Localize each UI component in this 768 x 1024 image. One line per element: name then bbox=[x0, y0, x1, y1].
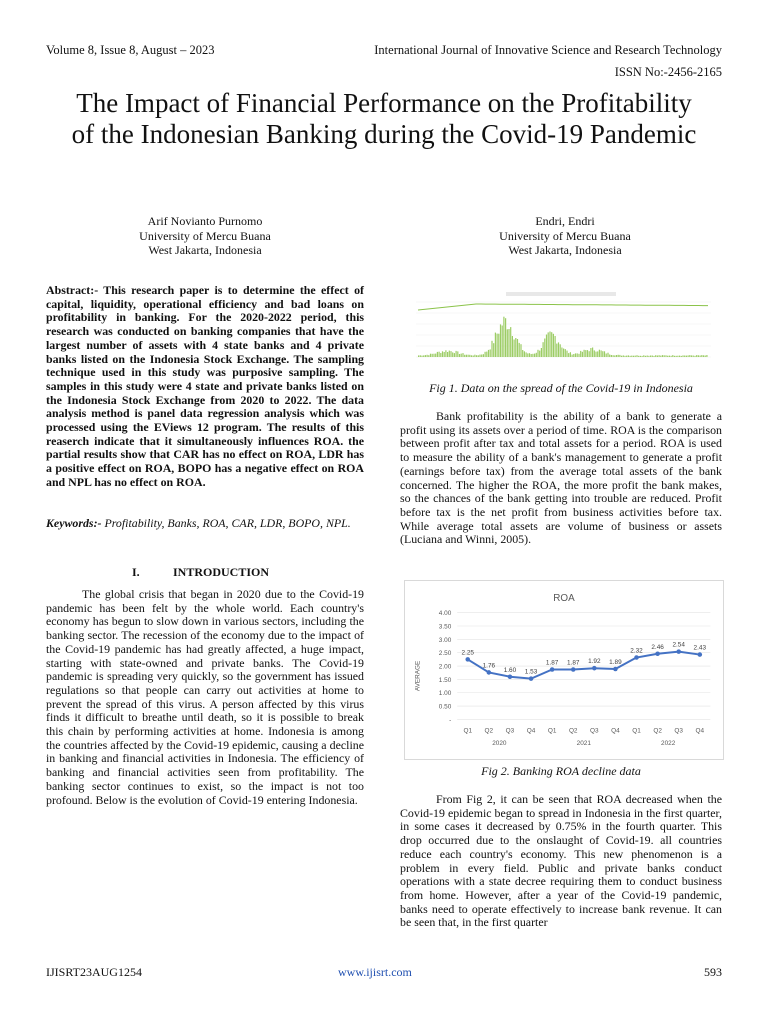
fig1-bar bbox=[560, 344, 561, 357]
fig1-bar bbox=[532, 354, 533, 357]
fig1-bar bbox=[462, 353, 463, 357]
fig1-bar bbox=[556, 344, 557, 357]
fig1-bar bbox=[444, 352, 445, 357]
fig1-bar bbox=[497, 334, 498, 357]
fig1-bar bbox=[638, 356, 639, 357]
fig1-bar bbox=[452, 352, 453, 357]
fig1-bar bbox=[640, 356, 641, 357]
fig1-bar bbox=[543, 342, 544, 357]
roa-data-label: 2.32 bbox=[630, 647, 643, 655]
roa-point bbox=[655, 651, 660, 656]
article-code: IJISRT23AUG1254 bbox=[46, 965, 142, 979]
fig1-bar bbox=[534, 354, 535, 357]
roa-data-label: 2.54 bbox=[672, 641, 685, 649]
fig1-bar bbox=[674, 356, 675, 357]
fig1-bar bbox=[479, 355, 480, 357]
fig1-bar bbox=[575, 353, 576, 357]
roa-data-label: 1.76 bbox=[482, 662, 496, 670]
fig1-bar bbox=[561, 348, 562, 358]
roa-discussion bbox=[400, 793, 722, 930]
profitability-paragraph: Bank profitability is the ability of a bank to generate a profit using its assets over a period of time. ROA is the comparison between profit after tax and total assets for a period. ROA is used to measure the ability of a bank's management to generate a profit (earnings before tax) from the average total assets of the bank concerned. The higher the ROA, the more profit the bank makes, so the chances of the bank getting into trouble are reduced. Profit before tax is the net profit from business activities before tax. While average total assets are volume of business or assets (Luciana and Winni, 2005). bbox=[400, 409, 722, 547]
fig1-bar bbox=[609, 355, 610, 358]
fig1-bar bbox=[491, 341, 492, 357]
roa-year-groups bbox=[492, 740, 675, 747]
fig1-bar bbox=[577, 353, 578, 357]
roa-data-labels bbox=[462, 642, 707, 676]
fig1-bar bbox=[701, 355, 702, 357]
fig1-bar bbox=[585, 350, 586, 357]
author-affiliation: University of Mercu Buana bbox=[139, 228, 271, 243]
fig1-bar bbox=[643, 355, 644, 357]
roa-data-label: 1.87 bbox=[545, 659, 559, 667]
fig1-bar bbox=[589, 351, 590, 357]
year-group-label: 2022 bbox=[661, 740, 676, 748]
fig1-bar bbox=[676, 356, 677, 357]
x-tick-label: Q2 bbox=[653, 727, 662, 735]
fig1-bar bbox=[510, 327, 511, 357]
fig1-bar bbox=[691, 355, 692, 357]
fig1-bar bbox=[505, 318, 506, 357]
fig1-bar bbox=[647, 356, 648, 358]
roa-gridlines bbox=[457, 613, 710, 720]
fig1-bar bbox=[464, 355, 465, 357]
fig1-bar bbox=[553, 334, 554, 357]
roa-data-label: 1.60 bbox=[503, 666, 517, 674]
fig1-bar bbox=[606, 354, 607, 358]
roa-data-label: 1.87 bbox=[566, 659, 580, 667]
fig1-bar bbox=[584, 350, 585, 357]
fig1-bar bbox=[522, 350, 523, 357]
fig1-bar bbox=[498, 334, 499, 357]
roa-points bbox=[465, 649, 702, 681]
fig1-bar bbox=[517, 339, 518, 357]
fig1-bar bbox=[488, 350, 489, 357]
fig1-bar bbox=[662, 355, 663, 357]
fig1-bar bbox=[555, 336, 556, 357]
fig1-bar bbox=[427, 355, 428, 357]
fig1-bar bbox=[549, 332, 550, 358]
fig1-bar bbox=[636, 355, 637, 357]
roa-series-line bbox=[468, 652, 700, 679]
roa-x-ticks bbox=[463, 727, 704, 734]
fig1-bar bbox=[652, 356, 653, 358]
fig1-bar bbox=[466, 355, 467, 357]
roa-chart bbox=[404, 580, 724, 760]
fig1-bar bbox=[450, 351, 451, 357]
fig1-bar bbox=[527, 353, 528, 357]
paper-title: The Impact of Financial Performance on the Profitability of the Indonesian Banking during the Covid-19 Pandemic bbox=[71, 88, 697, 149]
fig1-bar bbox=[468, 355, 469, 357]
fig1-bar bbox=[520, 344, 521, 357]
fig1-bar bbox=[597, 351, 598, 357]
roa-point bbox=[571, 667, 576, 672]
fig1-bar bbox=[461, 354, 462, 357]
fig1-bar bbox=[660, 356, 661, 357]
roa-point bbox=[634, 655, 639, 660]
roa-point bbox=[613, 667, 618, 672]
fig1-bar bbox=[519, 343, 520, 357]
author-block-1 bbox=[80, 214, 330, 258]
fig1-bar bbox=[590, 348, 591, 357]
fig1-bar bbox=[551, 332, 552, 357]
fig1-bar bbox=[693, 356, 694, 358]
y-tick-label: 3.00 bbox=[438, 636, 452, 644]
fig1-bar bbox=[657, 356, 658, 358]
fig1-bar bbox=[425, 355, 426, 357]
y-tick-label: 0.50 bbox=[438, 703, 452, 711]
keywords bbox=[46, 517, 364, 531]
x-tick-label: Q3 bbox=[505, 727, 515, 735]
fig1-bar bbox=[514, 340, 515, 358]
fig1-bar bbox=[706, 355, 707, 357]
fig1-bar bbox=[493, 343, 494, 357]
author-location: West Jakarta, Indonesia bbox=[508, 243, 622, 257]
section-number: I. bbox=[132, 565, 140, 579]
y-tick-label: 1.00 bbox=[438, 690, 452, 698]
fig1-bar bbox=[526, 352, 527, 357]
fig1-bar bbox=[616, 355, 617, 357]
x-tick-label: Q4 bbox=[695, 727, 705, 735]
roa-point bbox=[465, 657, 470, 662]
fig1-bar bbox=[459, 354, 460, 357]
fig1-bar bbox=[449, 351, 450, 357]
fig1-bar bbox=[445, 350, 446, 357]
year-group-label: 2020 bbox=[492, 740, 507, 748]
fig1-bar bbox=[614, 355, 615, 357]
roa-point bbox=[529, 676, 534, 681]
fig1-bar bbox=[626, 356, 627, 357]
fig1-bar bbox=[546, 335, 547, 358]
fig1-bar bbox=[650, 356, 651, 358]
fig1-bar bbox=[418, 355, 419, 357]
fig1-bar bbox=[500, 324, 501, 357]
fig1-bar bbox=[587, 350, 588, 357]
y-tick-label: 1.50 bbox=[438, 676, 452, 684]
roa-point bbox=[550, 667, 555, 672]
fig1-bar bbox=[578, 354, 579, 357]
x-tick-label: Q1 bbox=[463, 727, 473, 735]
x-tick-label: Q3 bbox=[590, 727, 599, 735]
fig1-bar bbox=[624, 356, 625, 357]
fig1-bar bbox=[558, 342, 559, 357]
fig1-bar bbox=[437, 352, 438, 357]
fig1-bar bbox=[440, 353, 441, 357]
fig1-bar bbox=[664, 355, 665, 357]
fig1-bar bbox=[541, 348, 542, 357]
fig1-bar bbox=[594, 350, 595, 357]
fig1-bar bbox=[684, 356, 685, 358]
y-tick-label: 4.00 bbox=[438, 610, 452, 618]
fig1-bar bbox=[483, 354, 484, 357]
roa-point bbox=[487, 670, 492, 675]
y-tick-label: 2.50 bbox=[438, 650, 452, 658]
fig1-bar bbox=[447, 352, 448, 357]
fig1-bar bbox=[611, 355, 612, 357]
fig1-bar bbox=[486, 352, 487, 357]
fig1-bar bbox=[602, 351, 603, 357]
fig1-bar bbox=[621, 356, 622, 357]
fig1-bar bbox=[508, 329, 509, 357]
fig1-bar bbox=[512, 336, 513, 357]
roa-point bbox=[508, 674, 513, 679]
fig1-bar bbox=[688, 355, 689, 357]
fig1-bar bbox=[595, 352, 596, 357]
y-axis-label: AVERAGE bbox=[414, 660, 422, 692]
fig1-bar bbox=[659, 355, 660, 357]
page-number: 593 bbox=[704, 965, 722, 979]
keywords-text: Profitability, Banks, ROA, CAR, LDR, BOPO, NPL. bbox=[101, 516, 351, 530]
fig1-bar bbox=[633, 356, 634, 357]
fig1-bar bbox=[705, 356, 706, 358]
fig1-bar bbox=[645, 356, 646, 357]
fig1-bar bbox=[457, 351, 458, 357]
fig1-bar bbox=[476, 355, 477, 357]
fig1-bar bbox=[420, 355, 421, 357]
author-name: Endri, Endri bbox=[535, 214, 595, 228]
fig1-bar bbox=[433, 354, 434, 357]
fig1-bar bbox=[630, 356, 631, 357]
fig1-bar bbox=[653, 356, 654, 357]
author-affiliation: University of Mercu Buana bbox=[499, 228, 631, 243]
fig1-bar bbox=[572, 355, 573, 357]
fig1-bar bbox=[432, 354, 433, 357]
year-group-label: 2021 bbox=[576, 740, 591, 748]
fig1-bar bbox=[696, 355, 697, 357]
fig1-bar bbox=[490, 349, 491, 357]
fig1-bar bbox=[471, 355, 472, 357]
fig1-bar bbox=[566, 351, 567, 357]
fig1-bar bbox=[454, 353, 455, 357]
chart-title: ROA bbox=[553, 592, 575, 604]
fig1-bar bbox=[473, 356, 474, 358]
fig1-bar bbox=[568, 353, 569, 357]
fig1-bar bbox=[565, 349, 566, 357]
volume-info: Volume 8, Issue 8, August – 2023 bbox=[46, 43, 215, 57]
fig1-bar bbox=[682, 355, 683, 357]
author-name: Arif Novianto Purnomo bbox=[147, 214, 263, 228]
fig1-bar bbox=[679, 356, 680, 357]
section-title: INTRODUCTION bbox=[173, 565, 270, 579]
fig1-bar bbox=[478, 355, 479, 357]
fig1-bar bbox=[573, 354, 574, 357]
abstract-text: Abstract:- This research paper is to determine the effect of capital, liquidity, operational efficiency and bad loans on profitability in banking. For the 2020-2022 period, this research was conducted on banking companies that have the largest number of assets with 4 state banks and 4 private banks listed on the Indonesia Stock Exchange. The sampling technique used in this study was purposive sampling. The samples in this study were 4 state and private banks listed on the Indonesia Stock Exchange from 2020 to 2022. The data analysis method is panel data regression analysis which was processed using the EViews 12 program. The results of this reaserch indicate that it simultaneously influences ROA. the partial results show that CAR has no effect on ROA, LDR has a positive effect on ROA, BOPO has a negative effect on ROA and NPL has no effect on ROA. bbox=[46, 283, 364, 489]
fig1-bar bbox=[672, 355, 673, 357]
fig2-caption: Fig 2. Banking ROA decline data bbox=[481, 764, 641, 778]
fig1-bar bbox=[435, 354, 436, 357]
intro-paragraph: The global crisis that began in 2020 due to the Covid-19 pandemic has been felt by the whole world. Each country's economy has begun to slow down in various sectors, including the banking sector. The recession of the economy due to the impact of the Covid-19 pandemic has had greatly affected, a huge impact, starting with state-owned and private banks. The Covid-19 pandemic is spreading very quickly, so the government has issued regulations so that people can carry out activities at home to prevent the spread of this virus. A person affected by this virus finds it difficult to breathe until death, so it is possible to break this chain by performing activities at home. Indonesia is among the countries affected by the Covid-19 epidemic, causing a decline in banking and financial activities in Indonesia. The efficiency of banking and financial activities seen from profitability. The banking sector continues to exist, so the impact is not too profound. Below is the evolution of Covid-19 entering Indonesia. bbox=[46, 587, 364, 807]
fig1-caption: Fig 1. Data on the spread of the Covid-19 in Indonesia bbox=[429, 381, 693, 395]
journal-website-link[interactable]: www.ijisrt.com bbox=[338, 965, 412, 979]
roa-data-label: 1.53 bbox=[524, 668, 538, 676]
roa-point bbox=[676, 649, 681, 654]
fig1-bar bbox=[481, 355, 482, 358]
fig1-bar bbox=[601, 350, 602, 357]
journal-name: International Journal of Innovative Science and Research Technology bbox=[374, 43, 722, 57]
fig1-bar bbox=[539, 351, 540, 357]
fig1-bar bbox=[423, 355, 424, 357]
x-tick-label: Q3 bbox=[674, 727, 683, 735]
fig1-bar bbox=[502, 326, 503, 358]
fig1-bar bbox=[570, 352, 571, 357]
fig1-bar bbox=[686, 356, 687, 357]
fig1-bar bbox=[430, 354, 431, 357]
abstract bbox=[46, 284, 364, 490]
fig1-bar bbox=[536, 353, 537, 357]
x-tick-label: Q4 bbox=[611, 727, 620, 735]
covid-spread-figure bbox=[406, 290, 716, 370]
fig1-bar bbox=[665, 355, 666, 357]
fig1-bar bbox=[544, 339, 545, 358]
fig1-bar bbox=[669, 356, 670, 357]
roa-y-ticks bbox=[439, 610, 452, 724]
fig1-bar bbox=[648, 356, 649, 357]
fig1-bar bbox=[604, 351, 605, 357]
fig1-bar bbox=[580, 351, 581, 357]
roa-point bbox=[592, 666, 597, 671]
fig1-bar bbox=[439, 352, 440, 357]
fig1-bar bbox=[628, 355, 629, 357]
fig1-bar bbox=[469, 355, 470, 357]
fig1-bar bbox=[537, 350, 538, 357]
roa-point bbox=[698, 652, 703, 657]
fig1-bar bbox=[592, 348, 593, 358]
y-tick-label: - bbox=[449, 716, 452, 724]
fig1-bar bbox=[529, 353, 530, 357]
fig1-bar bbox=[531, 354, 532, 357]
fig1-bars bbox=[418, 317, 708, 357]
author-block-2 bbox=[440, 214, 690, 258]
fig1-bar bbox=[607, 353, 608, 357]
fig1-bar bbox=[681, 356, 682, 357]
fig1-bar bbox=[442, 351, 443, 357]
fig1-legend bbox=[506, 292, 616, 296]
roa-discussion-paragraph: From Fig 2, it can be seen that ROA decreased when the Covid-19 epidemic began to spread in Indonesia in the first quarter, in some cases it decreased by 0.75% in the fourth quarter. This drop occurred due to the onslaught of Covid-19. all countries reduce each country's economy. This new phenomenon is a problem in every field. Public and private banks conduct operations with a state decree requiring them to conduct business from home. However, after a year of the Covid-19 pandemic, banks need to operate effectively to increase bank revenue. It can be seen that, in the first quarter bbox=[400, 792, 722, 930]
fig1-bar bbox=[524, 351, 525, 357]
fig1-bar bbox=[507, 329, 508, 357]
fig1-bar bbox=[613, 355, 614, 357]
fig1-bar bbox=[563, 349, 564, 358]
fig1-bar bbox=[694, 356, 695, 357]
fig1-bar bbox=[689, 355, 690, 357]
intro-section bbox=[46, 588, 364, 807]
fig1-bar bbox=[642, 356, 643, 357]
fig1-bar bbox=[515, 338, 516, 357]
fig1-bar bbox=[623, 355, 624, 357]
fig1-bar bbox=[548, 332, 549, 357]
x-tick-label: Q2 bbox=[568, 727, 578, 735]
roa-data-label: 2.43 bbox=[693, 644, 707, 652]
fig1-bar bbox=[698, 355, 699, 357]
profitability-section bbox=[400, 410, 722, 547]
x-tick-label: Q1 bbox=[547, 727, 557, 735]
fig1-bar bbox=[495, 333, 496, 357]
fig1-bar bbox=[582, 352, 583, 357]
roa-data-label: 1.89 bbox=[609, 659, 622, 667]
roa-data-label: 2.25 bbox=[461, 649, 474, 657]
x-tick-label: Q1 bbox=[632, 727, 641, 735]
roa-data-label: 2.46 bbox=[651, 643, 664, 651]
fig1-bar bbox=[599, 350, 600, 357]
issn: ISSN No:-2456-2165 bbox=[614, 65, 722, 79]
fig1-bar bbox=[655, 355, 656, 357]
fig1-bar bbox=[421, 356, 422, 357]
fig1-bar bbox=[485, 352, 486, 357]
fig1-bar bbox=[619, 355, 620, 357]
keywords-label: Keywords:- bbox=[46, 516, 102, 530]
fig1-bar bbox=[618, 355, 619, 357]
fig1-bar bbox=[631, 356, 632, 357]
y-tick-label: 2.00 bbox=[438, 663, 452, 671]
fig1-bar bbox=[677, 356, 678, 357]
fig1-bar bbox=[635, 356, 636, 357]
fig1-bar bbox=[700, 356, 701, 358]
fig1-bar bbox=[703, 355, 704, 357]
fig1-bar bbox=[474, 355, 475, 357]
x-tick-label: Q2 bbox=[484, 727, 494, 735]
fig1-bar bbox=[428, 355, 429, 357]
author-location: West Jakarta, Indonesia bbox=[148, 243, 262, 257]
fig1-bar bbox=[667, 356, 668, 357]
y-tick-label: 3.50 bbox=[438, 623, 452, 631]
x-tick-label: Q4 bbox=[526, 727, 536, 735]
fig1-line bbox=[418, 304, 708, 310]
fig1-bar bbox=[503, 317, 504, 357]
fig1-bar bbox=[671, 356, 672, 357]
roa-data-label: 1.92 bbox=[588, 658, 601, 666]
fig1-bar bbox=[456, 351, 457, 357]
